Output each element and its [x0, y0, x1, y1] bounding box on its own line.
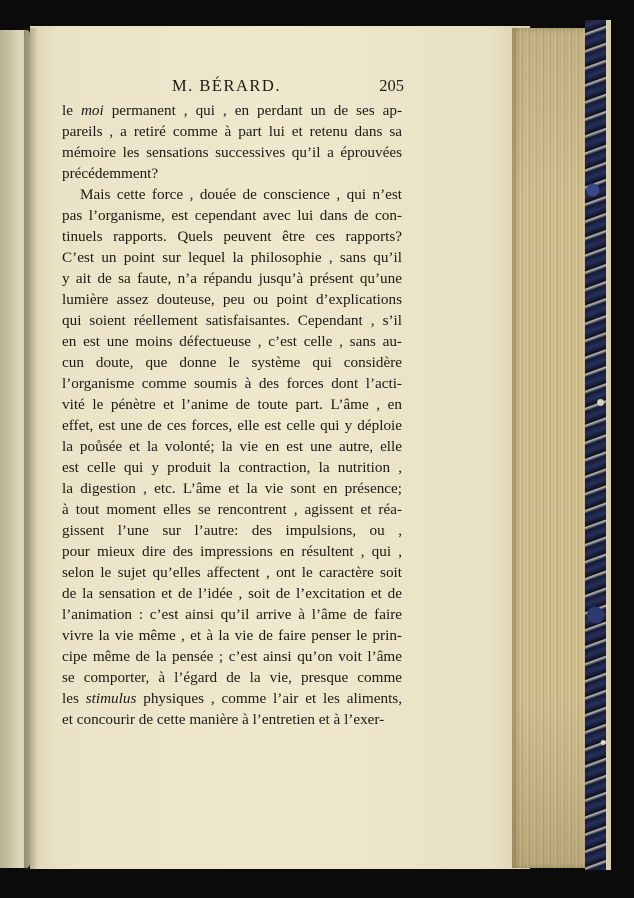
text-line: à tout moment elles se rencontrent , agissent et réa-: [62, 501, 402, 518]
running-title: M. BÉRARD.: [172, 76, 281, 95]
text-line: selon le sujet qu’elles affectent , ont le caractère soit: [62, 564, 402, 581]
page-block-shade: [512, 28, 594, 868]
page-header: [62, 76, 402, 100]
text-line: est celle qui y produit la contraction, la nutrition ,: [62, 459, 402, 476]
text-line: l’animation : c’est ainsi qu’il arrive à l’âme de faire: [62, 606, 402, 623]
text-line: précédemment?: [62, 165, 159, 182]
text-line: y ait de sa faute, n’a répandu jusqu’à présent qu’une: [62, 270, 402, 287]
page-number: 205: [379, 76, 404, 95]
cover-edge: [606, 20, 611, 870]
text-line: cipe même de la pensée ; c’est ainsi qu’on voit l’âme: [62, 648, 402, 665]
text-line: vité le pénètre et l’anime de toute part. L’âme , en: [62, 396, 402, 413]
italic-term: moi: [80, 102, 104, 119]
text-line: l’organisme comme soumis à des forces dont l’acti-: [62, 375, 402, 392]
page-text-block: [62, 76, 402, 730]
text-line: gissent l’une sur l’autre: des impulsions, ou ,: [62, 522, 402, 539]
text-line: se comporter, à l’égard de la vie, presque comme: [62, 669, 402, 686]
text-line: pas l’organisme, est cependant avec lui dans de con-: [62, 207, 402, 224]
text-line: mémoire les sensations successives qu’il a éprouvées: [62, 144, 402, 161]
text-line: les stimulus physiques , comme l’air et les aliments,: [62, 690, 402, 707]
text-line: cun doute, que donne le système qui considère: [62, 354, 402, 371]
text-line: pareils , a retiré comme à part lui et retenu dans sa: [62, 123, 402, 140]
text-line: C’est un point sur lequel la philosophie , sans qu’il: [62, 249, 402, 266]
text-line: tinuels rapports. Quels peuvent être ces rapports?: [62, 228, 402, 245]
text-line: pour mieux dire des impressions en résultent , qui ,: [62, 543, 402, 560]
text-line: qui soient réellement satisfaisantes. Cependant , s’il: [62, 312, 402, 329]
italic-term: stimulus: [85, 690, 137, 707]
text-line: Mais cette force , douée de conscience , qui n’est: [80, 186, 402, 203]
text-line: la digestion , etc. L’âme et la vie sont en présence;: [62, 480, 402, 497]
text-line: lumière assez douteuse, peu ou point d’explications: [62, 291, 402, 308]
body-text: [62, 100, 402, 730]
text-line: vivre la vie même , et à la vie de faire penser le prin-: [62, 627, 402, 644]
page-gutter-shadow: [24, 28, 38, 870]
text-line: effet, est une de ces forces, elle est celle qui y déploie: [62, 417, 402, 434]
text-line: et concourir de cette manière à l’entretien et à l’exer-: [62, 711, 385, 728]
text-line: la poůsée et la volonté; la vie en est une autre, elle: [62, 438, 402, 455]
text-line: le moi permanent , qui , en perdant un de ses ap-: [62, 102, 402, 119]
text-line: de la sensation et de l’idée , soit de l’excitation et de: [62, 585, 402, 602]
text-line: en est une moins défectueuse , c’est celle , sans au-: [62, 333, 402, 350]
